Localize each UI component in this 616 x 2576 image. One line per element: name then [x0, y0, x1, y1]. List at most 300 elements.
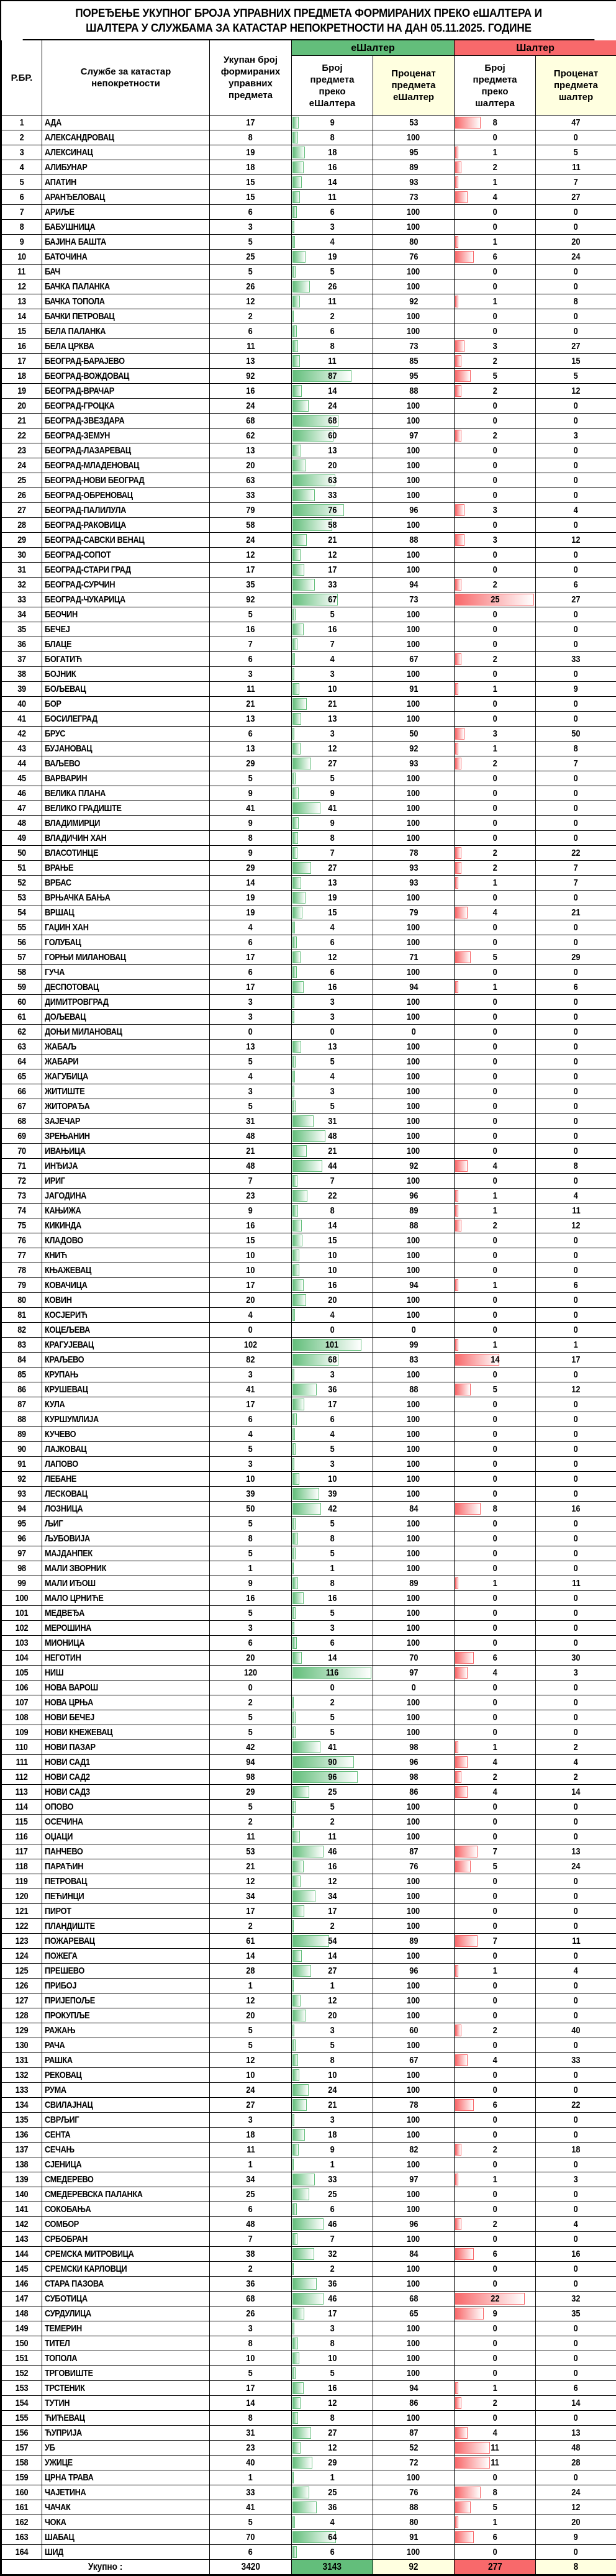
shalter-percent: 29	[536, 950, 616, 965]
eshalter-percent: 94	[373, 578, 455, 592]
eshalter-percent: 100	[373, 920, 455, 935]
office-name: КРУШЕВАЦ	[42, 1382, 210, 1397]
shalter-count: 0	[455, 279, 536, 294]
eshalter-data-bar	[292, 1503, 321, 1515]
shalter-count: 3	[455, 503, 536, 518]
office-name: УБ	[42, 2441, 210, 2456]
total-cases: 5	[210, 1442, 292, 1457]
column-header-total: Укупан број формираних управних предмета	[210, 40, 292, 116]
shalter-count: 0	[455, 1040, 536, 1054]
shalter-count: 0	[455, 309, 536, 324]
eshalter-count: 42	[292, 1502, 373, 1517]
shalter-percent: 0	[536, 473, 616, 488]
eshalter-data-bar	[292, 1875, 301, 1887]
shalter-count: 0	[455, 2008, 536, 2023]
table-row	[2, 1054, 616, 1069]
total-cases: 7	[210, 2232, 292, 2247]
row-number: 9	[2, 235, 42, 250]
total-cases: 62	[210, 429, 292, 443]
office-name: РАШКА	[42, 2053, 210, 2068]
eshalter-count: 3	[292, 1457, 373, 1472]
row-number: 76	[2, 1233, 42, 1248]
shalter-count: 0	[455, 1487, 536, 1502]
total-cases: 8	[210, 2411, 292, 2426]
eshalter-count: 3	[292, 1621, 373, 1636]
row-number: 138	[2, 2157, 42, 2172]
shalter-percent: 0	[536, 1725, 616, 1740]
row-number: 115	[2, 1815, 42, 1830]
eshalter-data-bar	[292, 2099, 307, 2111]
eshalter-data-bar	[292, 311, 294, 322]
column-header-e-pct: Проценат предмета еШалтер	[373, 56, 455, 116]
office-name: ТУТИН	[42, 2396, 210, 2411]
shalter-count: 7	[455, 1844, 536, 1859]
total-cases: 2	[210, 1919, 292, 1934]
office-name: МАЈДАНПЕК	[42, 1546, 210, 1561]
eshalter-percent: 100	[373, 2545, 455, 2560]
eshalter-count: 41	[292, 1740, 373, 1755]
shalter-percent: 0	[536, 2321, 616, 2336]
shalter-percent: 0	[536, 130, 616, 145]
row-number: 121	[2, 1904, 42, 1919]
total-cases: 26	[210, 2306, 292, 2321]
shalter-count: 6	[455, 1651, 536, 1666]
eshalter-count: 24	[292, 399, 373, 414]
eshalter-percent: 92	[373, 1159, 455, 1174]
eshalter-percent: 100	[373, 205, 455, 220]
eshalter-data-bar	[292, 922, 295, 933]
eshalter-percent: 100	[373, 637, 455, 652]
office-name: БАЈИНА БАШТА	[42, 235, 210, 250]
shalter-count: 0	[455, 563, 536, 578]
eshalter-data-bar	[292, 1264, 299, 1276]
shalter-count: 25	[455, 592, 536, 607]
eshalter-data-bar	[292, 2427, 311, 2439]
shalter-percent: 0	[536, 1993, 616, 2008]
office-name: НОВИ ПАЗАР	[42, 1740, 210, 1755]
total-cases: 1	[210, 2470, 292, 2485]
eshalter-data-bar	[292, 2397, 301, 2409]
row-number: 85	[2, 1367, 42, 1382]
table-row	[2, 1859, 616, 1874]
eshalter-count: 3	[292, 667, 373, 682]
row-number: 98	[2, 1561, 42, 1576]
row-number: 3	[2, 145, 42, 160]
eshalter-data-bar	[292, 519, 332, 531]
office-name: ВАЉЕВО	[42, 756, 210, 771]
eshalter-percent: 100	[373, 1621, 455, 1636]
eshalter-percent: 96	[373, 1189, 455, 1204]
eshalter-percent: 100	[373, 2202, 455, 2217]
eshalter-data-bar	[292, 2248, 314, 2260]
table-row	[2, 1979, 616, 1993]
total-cases: 13	[210, 443, 292, 458]
office-name: СЕНТА	[42, 2128, 210, 2143]
eshalter-data-bar	[292, 1965, 311, 1977]
eshalter-percent: 68	[373, 2292, 455, 2306]
eshalter-data-bar	[292, 2487, 309, 2498]
shalter-percent: 0	[536, 1874, 616, 1889]
eshalter-data-bar	[292, 1592, 304, 1604]
row-number: 120	[2, 1889, 42, 1904]
table-row	[2, 1725, 616, 1740]
eshalter-count: 48	[292, 1129, 373, 1144]
office-name: ПИРОТ	[42, 1904, 210, 1919]
row-number: 147	[2, 2292, 42, 2306]
shalter-data-bar	[455, 877, 458, 889]
office-name: ПЕТРОВАЦ	[42, 1874, 210, 1889]
shalter-count: 1	[455, 294, 536, 309]
shalter-data-bar	[455, 176, 458, 188]
row-number: 109	[2, 1725, 42, 1740]
row-number: 105	[2, 1666, 42, 1680]
shalter-percent: 0	[536, 965, 616, 980]
shalter-count: 2	[455, 160, 536, 175]
eshalter-data-bar	[292, 1920, 294, 1932]
eshalter-count: 17	[292, 2306, 373, 2321]
eshalter-count: 5	[292, 1054, 373, 1069]
eshalter-count: 3	[292, 2113, 373, 2128]
eshalter-data-bar	[292, 430, 333, 442]
total-cases: 31	[210, 2426, 292, 2441]
row-number: 60	[2, 995, 42, 1010]
shalter-count: 5	[455, 1382, 536, 1397]
shalter-count: 0	[455, 2038, 536, 2053]
row-number: 163	[2, 2530, 42, 2545]
row-number: 151	[2, 2351, 42, 2366]
table-row	[2, 443, 616, 458]
table-row	[2, 727, 616, 742]
eshalter-data-bar	[292, 713, 301, 725]
eshalter-count: 36	[292, 2500, 373, 2515]
eshalter-count: 3	[292, 1010, 373, 1025]
eshalter-count: 27	[292, 1964, 373, 1979]
table-row	[2, 2292, 616, 2306]
eshalter-count: 10	[292, 1472, 373, 1487]
row-number: 21	[2, 414, 42, 429]
shalter-data-bar	[455, 117, 481, 129]
shalter-data-bar	[455, 1160, 468, 1172]
shalter-data-bar	[455, 2248, 474, 2260]
eshalter-percent: 53	[373, 116, 455, 130]
office-name: ЦРНА ТРАВА	[42, 2470, 210, 2485]
eshalter-data-bar	[292, 1160, 322, 1172]
eshalter-percent: 100	[373, 1114, 455, 1129]
row-number: 146	[2, 2277, 42, 2292]
eshalter-percent: 95	[373, 145, 455, 160]
eshalter-percent: 73	[373, 190, 455, 205]
shalter-data-bar	[455, 1503, 481, 1515]
eshalter-percent: 87	[373, 1844, 455, 1859]
eshalter-count: 3	[292, 2321, 373, 2336]
office-name: РЕКОВАЦ	[42, 2068, 210, 2083]
shalter-count: 1	[455, 1740, 536, 1755]
eshalter-count: 19	[292, 891, 373, 905]
table-row	[2, 1174, 616, 1189]
eshalter-percent: 0	[373, 1025, 455, 1040]
eshalter-count: 90	[292, 1755, 373, 1770]
eshalter-data-bar	[292, 937, 297, 948]
shalter-count: 0	[455, 1561, 536, 1576]
eshalter-count: 13	[292, 1040, 373, 1054]
total-cases: 14	[210, 1949, 292, 1964]
row-number: 50	[2, 846, 42, 861]
eshalter-count: 18	[292, 145, 373, 160]
eshalter-percent: 100	[373, 279, 455, 294]
total-cases: 3	[210, 1367, 292, 1382]
shalter-count: 0	[455, 2068, 536, 2083]
eshalter-percent: 100	[373, 1233, 455, 1248]
totals-row	[2, 2560, 616, 2575]
table-row	[2, 1204, 616, 1218]
shalter-percent: 4	[536, 1964, 616, 1979]
office-name: КРАЉЕВО	[42, 1353, 210, 1367]
total-cases: 17	[210, 950, 292, 965]
eshalter-count: 0	[292, 1025, 373, 1040]
total-cases: 21	[210, 1144, 292, 1159]
shalter-data-bar	[455, 2025, 461, 2036]
shalter-percent: 0	[536, 1830, 616, 1844]
eshalter-data-bar	[292, 907, 302, 918]
eshalter-percent: 100	[373, 1710, 455, 1725]
eshalter-count: 6	[292, 965, 373, 980]
office-name: РАЧА	[42, 2038, 210, 2053]
table-row	[2, 2143, 616, 2157]
shalter-percent: 7	[536, 876, 616, 891]
eshalter-percent: 100	[373, 130, 455, 145]
shalter-count: 0	[455, 1710, 536, 1725]
shalter-count: 0	[455, 2366, 536, 2381]
eshalter-data-bar	[292, 1533, 298, 1544]
eshalter-data-bar	[292, 1294, 306, 1306]
table-row	[2, 1874, 616, 1889]
shalter-percent: 0	[536, 414, 616, 429]
total-cases: 15	[210, 190, 292, 205]
table-row	[2, 1770, 616, 1785]
shalter-count: 0	[455, 801, 536, 816]
row-number: 113	[2, 1785, 42, 1800]
shalter-count: 0	[455, 1397, 536, 1412]
table-row	[2, 1889, 616, 1904]
shalter-percent: 8	[536, 1159, 616, 1174]
eshalter-percent: 88	[373, 1382, 455, 1397]
shalter-percent: 33	[536, 2053, 616, 2068]
shalter-percent: 0	[536, 1621, 616, 1636]
shalter-percent: 0	[536, 667, 616, 682]
eshalter-percent: 100	[373, 667, 455, 682]
shalter-percent: 20	[536, 235, 616, 250]
table-row	[2, 488, 616, 503]
eshalter-count: 27	[292, 861, 373, 876]
office-name: БЕОГРАД-САВСКИ ВЕНАЦ	[42, 533, 210, 548]
office-name: БЕОГРАД-МЛАДЕНОВАЦ	[42, 458, 210, 473]
shalter-count: 2	[455, 861, 536, 876]
eshalter-count: 8	[292, 1531, 373, 1546]
office-name: АЛЕКСАНДРОВАЦ	[42, 130, 210, 145]
shalter-percent: 0	[536, 607, 616, 622]
shalter-count: 0	[455, 1233, 536, 1248]
office-name: БЕОГРАД-ВОЖДОВАЦ	[42, 369, 210, 384]
office-name: ДЕСПОТОВАЦ	[42, 980, 210, 995]
shalter-percent: 0	[536, 205, 616, 220]
shalter-count: 2	[455, 2217, 536, 2232]
office-name: КОЦЕЉЕВА	[42, 1323, 210, 1338]
total-cases: 68	[210, 414, 292, 429]
office-name: БУЈАНОВАЦ	[42, 742, 210, 756]
eshalter-data-bar	[292, 1175, 297, 1187]
table-row	[2, 1189, 616, 1204]
shalter-count: 2	[455, 384, 536, 399]
eshalter-count: 1	[292, 2157, 373, 2172]
office-name: НОВИ САД1	[42, 1755, 210, 1770]
office-name: БЕОГРАД-ГРОЦКА	[42, 399, 210, 414]
office-name: БЕОГРАД-ЧУКАРИЦА	[42, 592, 210, 607]
shalter-percent: 0	[536, 2351, 616, 2366]
total-cases: 3	[210, 1010, 292, 1025]
shalter-percent: 47	[536, 116, 616, 130]
eshalter-percent: 80	[373, 235, 455, 250]
total-cases: 17	[210, 2381, 292, 2396]
shalter-percent: 0	[536, 1323, 616, 1338]
eshalter-percent: 88	[373, 384, 455, 399]
eshalter-data-bar	[292, 1071, 295, 1082]
total-cases: 0	[210, 1025, 292, 1040]
shalter-count: 0	[455, 1010, 536, 1025]
eshalter-percent: 89	[373, 1934, 455, 1949]
row-number: 55	[2, 920, 42, 935]
shalter-percent: 0	[536, 2157, 616, 2172]
total-cases: 9	[210, 1204, 292, 1218]
eshalter-count: 33	[292, 2172, 373, 2187]
office-name: ЖАБАЉ	[42, 1040, 210, 1054]
shalter-data-bar	[455, 1965, 458, 1977]
row-number: 62	[2, 1025, 42, 1040]
table-row	[2, 592, 616, 607]
shalter-percent: 0	[536, 1472, 616, 1487]
row-number: 5	[2, 175, 42, 190]
eshalter-data-bar	[292, 564, 304, 576]
shalter-data-bar	[455, 1190, 458, 1202]
shalter-data-bar	[455, 296, 458, 307]
office-name: БОЈНИК	[42, 667, 210, 682]
totals-total: 3420	[210, 2560, 292, 2575]
table-row	[2, 1755, 616, 1770]
shalter-count: 1	[455, 2172, 536, 2187]
table-row	[2, 920, 616, 935]
eshalter-percent: 52	[373, 2441, 455, 2456]
totals-e-pct: 92	[373, 2560, 455, 2575]
eshalter-data-bar	[292, 1145, 307, 1157]
office-name: ГОЛУБАЦ	[42, 935, 210, 950]
total-cases: 27	[210, 2098, 292, 2113]
table-row	[2, 1218, 616, 1233]
shalter-data-bar	[455, 907, 468, 918]
table-row	[2, 2098, 616, 2113]
eshalter-data-bar	[292, 653, 295, 665]
shalter-data-bar	[455, 2174, 458, 2185]
table-row	[2, 2202, 616, 2217]
total-cases: 9	[210, 846, 292, 861]
table-row	[2, 652, 616, 667]
eshalter-percent: 97	[373, 429, 455, 443]
shalter-percent: 20	[536, 2515, 616, 2530]
eshalter-data-bar	[292, 2323, 294, 2334]
total-cases: 24	[210, 533, 292, 548]
shalter-count: 0	[455, 473, 536, 488]
table-row	[2, 2262, 616, 2277]
shalter-data-bar	[455, 2144, 461, 2156]
shalter-count: 0	[455, 1412, 536, 1427]
shalter-percent: 12	[536, 533, 616, 548]
table-row	[2, 771, 616, 786]
shalter-count: 0	[455, 935, 536, 950]
eshalter-percent: 73	[373, 339, 455, 354]
shalter-percent: 0	[536, 1949, 616, 1964]
eshalter-percent: 100	[373, 414, 455, 429]
eshalter-count: 6	[292, 205, 373, 220]
row-number: 132	[2, 2068, 42, 2083]
eshalter-count: 3	[292, 2023, 373, 2038]
eshalter-percent: 88	[373, 533, 455, 548]
shalter-count: 4	[455, 1666, 536, 1680]
table-row	[2, 2545, 616, 2560]
row-number: 137	[2, 2143, 42, 2157]
shalter-percent: 0	[536, 1457, 616, 1472]
eshalter-data-bar	[292, 325, 297, 337]
eshalter-count: 5	[292, 1517, 373, 1531]
office-name: БАЧКИ ПЕТРОВАЦ	[42, 309, 210, 324]
table-row	[2, 1308, 616, 1323]
eshalter-count: 5	[292, 2366, 373, 2381]
eshalter-percent: 100	[373, 1263, 455, 1278]
row-number: 30	[2, 548, 42, 563]
eshalter-data-bar	[292, 2367, 296, 2379]
office-name: ВРЊАЧКА БАЊА	[42, 891, 210, 905]
eshalter-percent: 89	[373, 1576, 455, 1591]
shalter-percent: 40	[536, 2023, 616, 2038]
table-row	[2, 2351, 616, 2366]
shalter-percent: 0	[536, 2277, 616, 2292]
shalter-count: 0	[455, 1695, 536, 1710]
total-cases: 5	[210, 2038, 292, 2053]
table-row	[2, 1293, 616, 1308]
table-row	[2, 1785, 616, 1800]
table-row	[2, 667, 616, 682]
shalter-percent: 22	[536, 2098, 616, 2113]
office-name: АПАТИН	[42, 175, 210, 190]
shalter-percent: 0	[536, 1546, 616, 1561]
table-row	[2, 2336, 616, 2351]
eshalter-percent: 0	[373, 1323, 455, 1338]
eshalter-percent: 93	[373, 876, 455, 891]
shalter-count: 0	[455, 965, 536, 980]
row-number: 107	[2, 1695, 42, 1710]
eshalter-count: 16	[292, 1591, 373, 1606]
shalter-percent: 0	[536, 279, 616, 294]
office-name: ВЛАДИМИРЦИ	[42, 816, 210, 831]
eshalter-data-bar	[292, 1622, 294, 1634]
shalter-count: 3	[455, 727, 536, 742]
eshalter-count: 5	[292, 1725, 373, 1740]
total-cases: 2	[210, 309, 292, 324]
shalter-count: 0	[455, 1427, 536, 1442]
eshalter-count: 4	[292, 652, 373, 667]
table-row	[2, 1382, 616, 1397]
eshalter-percent: 71	[373, 950, 455, 965]
shalter-count: 3	[455, 339, 536, 354]
shalter-percent: 0	[536, 2187, 616, 2202]
total-cases: 38	[210, 2247, 292, 2262]
